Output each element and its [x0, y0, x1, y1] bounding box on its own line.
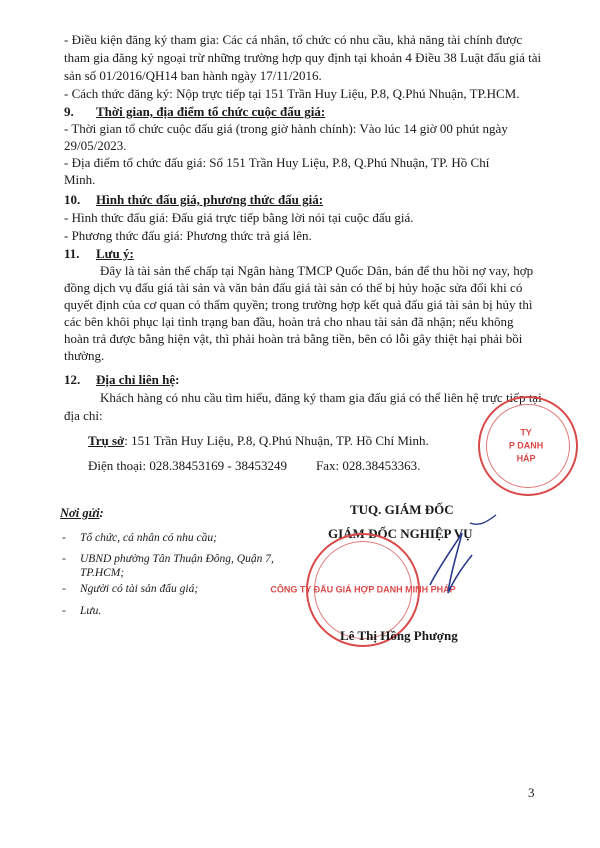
- stamp-partial-text: TY P DANH HÁP: [508, 427, 544, 464]
- section-11-title: Lưu ý:: [96, 246, 134, 261]
- office-label: Trụ sở: [88, 433, 125, 448]
- note-line-1: Đây là tài sản thế chấp tại Ngân hàng TMCP Quốc Dân, bán để thu hồi nợ vay, hợp: [100, 263, 534, 278]
- section-12-number: 12.: [64, 372, 81, 387]
- note-line-2: đồng dịch vụ đấu giá tài sản và văn bản đấu giá tài sản có thể bị hủy hoặc sửa đổi khi có: [64, 280, 523, 295]
- contact-intro-line-1: Khách hàng có nhu cầu tìm hiểu, đăng ký tham gia đấu giá có thể liên hệ trực tiếp tại: [100, 390, 542, 405]
- section-10-title: Hình thức đấu giá, phương thức đấu giá:: [96, 192, 324, 207]
- auction-place-line-2: Minh.: [64, 172, 96, 187]
- contact-intro-line-2: địa chỉ:: [64, 408, 103, 423]
- recipient-1: Tổ chức, cá nhân có nhu cầu;: [80, 532, 217, 544]
- signature-line-1: TUQ. GIÁM ĐỐC: [350, 502, 454, 517]
- note-line-4: các bên khôi phục lại tình trạng ban đầu, hoàn trả cho nhau tài sản đã nhận; nếu không: [64, 314, 514, 329]
- section-12-title-wrap: [96, 372, 179, 388]
- conditions-line-3: sản số 01/2016/QH14 ban hành ngày 17/11/2016.: [64, 68, 322, 83]
- section-10-number: 10.: [64, 192, 81, 207]
- handwritten-signature: [400, 505, 510, 605]
- conditions-line-1: - Điều kiện đăng ký tham gia: Các cá nhân, tổ chức có nhu cầu, khả năng tài chính được: [64, 32, 523, 47]
- office-value: : 151 Trần Huy Liệu, P.8, Q.Phú Nhuận, TP. Hồ Chí Minh.: [124, 433, 429, 448]
- page-number: 3: [528, 785, 535, 800]
- recipient-dash-3: -: [62, 583, 66, 595]
- auction-method: - Phương thức đấu giá: Phương thức trả giá lên.: [64, 228, 312, 243]
- section-12-colon: :: [175, 372, 180, 387]
- recipient-dash-2: -: [62, 553, 66, 565]
- stamp-text: CÔNG TY ĐẤU GIÁ HỢP DANH MINH PHÁP: [270, 584, 456, 595]
- recipient-2: UBND phường Tân Thuận Đông, Quận 7,: [80, 553, 274, 565]
- signature-line-2: GIÁM ĐỐC NGHIỆP VỤ: [328, 526, 473, 541]
- recipient-2-cont: TP.HCM;: [80, 567, 125, 579]
- auction-place-line-1: - Địa điểm tổ chức đấu giá: Số 151 Trần Huy Liệu, P.8, Q.Phú Nhuận, TP. Hồ Chí: [64, 155, 490, 170]
- section-9-title: Thời gian, địa điểm tổ chức cuộc đấu giá:: [96, 104, 326, 119]
- conditions-line-2: tham gia đăng ký ngoại trừ những trường hợp quy định tại khoản 4 Điều 38 Luật đấu giá tài: [64, 50, 542, 65]
- phone-number: Điện thoại: 028.38453169 - 38453249: [88, 458, 287, 473]
- office-address: [88, 433, 429, 449]
- note-line-3: quyết định của cơ quan có thẩm quyền; trong trường hợp kết quả đấu giá tài sản bị hủy thì: [64, 297, 533, 312]
- recipient-3: Người có tài sản đấu giá;: [80, 583, 199, 595]
- note-line-5: hoàn trả được bằng hiện vật, thì phải hoàn trả bằng tiền, bên có lỗi gây thiệt hại phải bồi: [64, 331, 523, 346]
- auction-time-line-2: 29/05/2023.: [64, 138, 127, 153]
- section-12-title: Địa chỉ liên hệ: [96, 372, 176, 387]
- recipient-dash-4: -: [62, 605, 66, 617]
- recipients-colon: :: [99, 506, 104, 520]
- auction-time-line-1: - Thời gian tổ chức cuộc đấu giá (trong giờ hành chính): Vào lúc 14 giờ 00 phút ngày: [64, 121, 508, 136]
- auction-form: - Hình thức đấu giá: Đấu giá trực tiếp bằng lời nói tại cuộc đấu giá.: [64, 210, 414, 225]
- recipient-4: Lưu.: [80, 605, 102, 617]
- section-9-number: 9.: [64, 104, 74, 119]
- recipients-title: Nơi gửi: [60, 506, 100, 520]
- recipient-dash-1: -: [62, 532, 66, 544]
- section-11-number: 11.: [64, 246, 80, 261]
- registration-method: - Cách thức đăng ký: Nộp trực tiếp tại 151 Trần Huy Liệu, P.8, Q.Phú Nhuận, TP.HCM.: [64, 86, 520, 101]
- company-stamp-partial: [478, 396, 578, 496]
- note-line-6: thường.: [64, 348, 105, 363]
- signatory-name: Lê Thị Hồng Phượng: [340, 628, 458, 643]
- fax-number: Fax: 028.38453363.: [316, 458, 421, 473]
- recipients-title-wrap: [60, 505, 104, 521]
